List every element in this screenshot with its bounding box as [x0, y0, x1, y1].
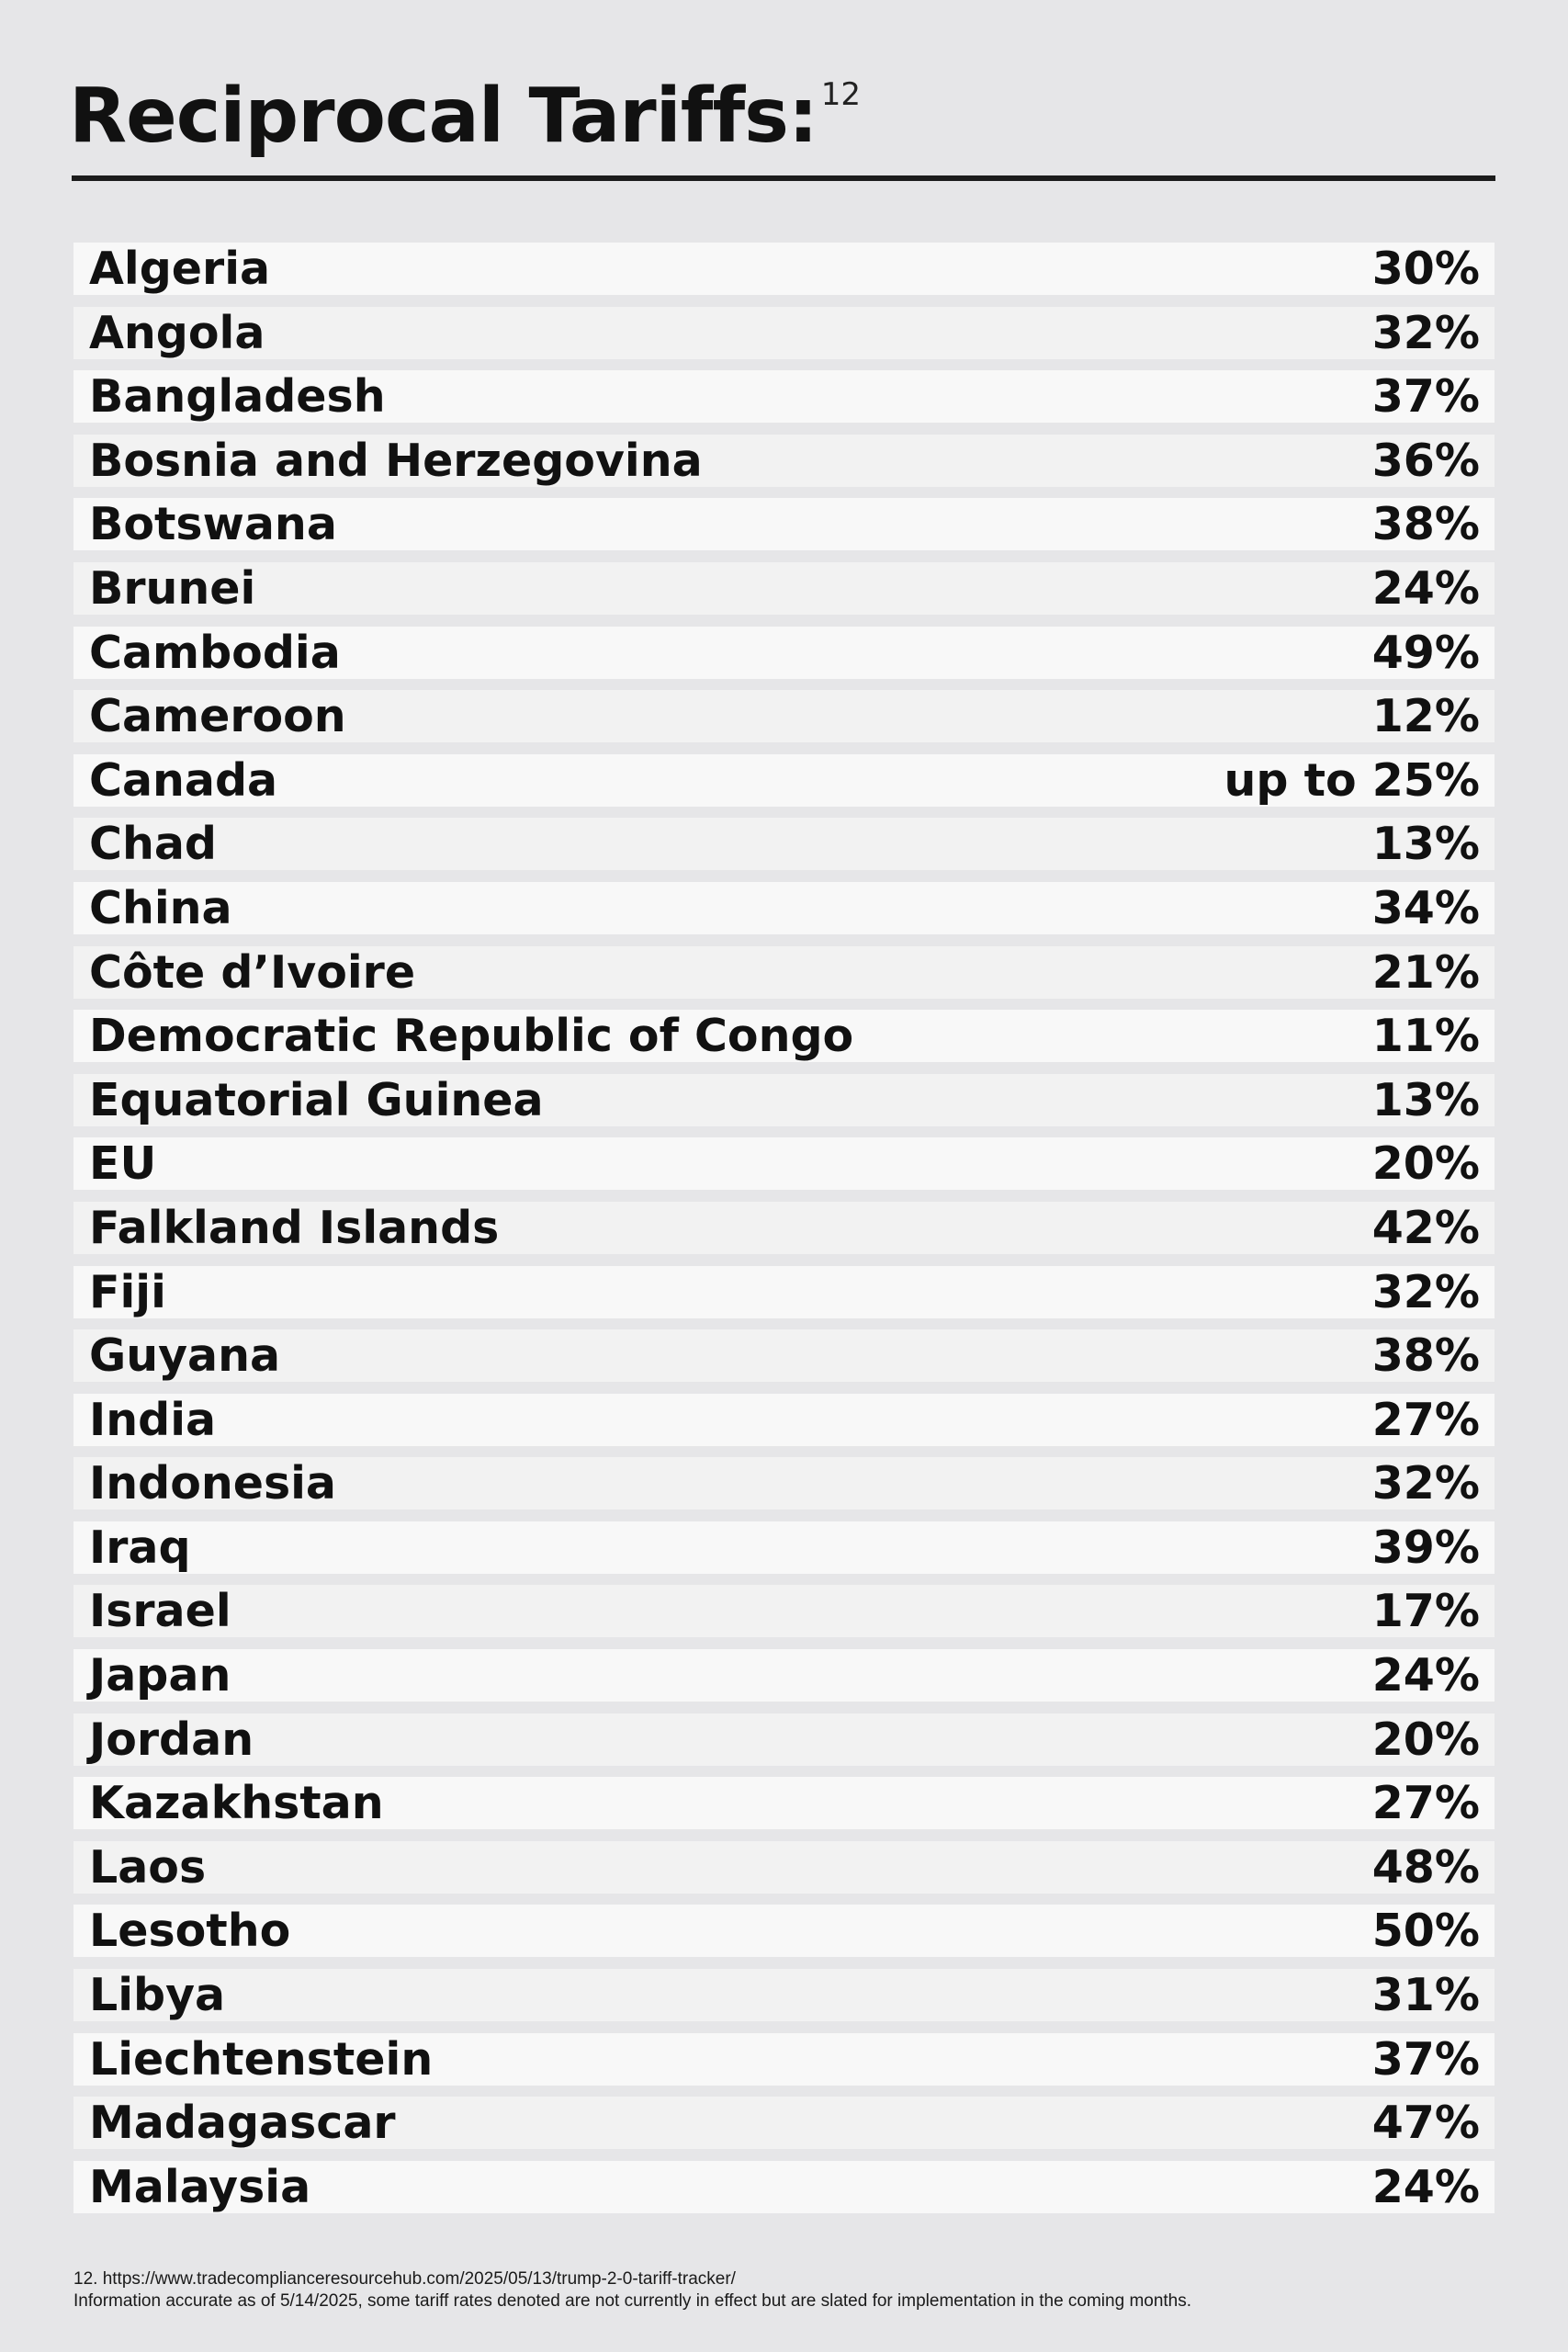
footnote-source: 12. https://www.tradecomplianceresourcehub.com/2025/05/13/trump-2-0-tariff-tracker/	[73, 2269, 736, 2289]
tariff-row	[73, 1521, 1495, 1574]
tariff-row	[73, 1841, 1495, 1894]
tariff-row	[73, 1010, 1495, 1062]
tariff-rate: 24%	[1371, 561, 1480, 615]
tariff-row	[73, 690, 1495, 742]
tariff-row	[73, 435, 1495, 487]
tariff-row	[73, 1137, 1495, 1190]
tariff-row	[73, 562, 1495, 615]
tariff-row	[73, 2097, 1495, 2149]
country-name: Cameroon	[89, 690, 346, 743]
country-name: Israel	[89, 1585, 231, 1638]
country-name: Libya	[89, 1969, 226, 2022]
country-name: Angola	[89, 306, 265, 359]
tariff-rate: 50%	[1371, 1905, 1480, 1958]
tariff-row	[73, 370, 1495, 423]
tariff-row	[73, 946, 1495, 999]
tariff-table	[73, 243, 1495, 2224]
country-name: Jordan	[89, 1713, 254, 1766]
tariff-row	[73, 2161, 1495, 2213]
tariff-row	[73, 498, 1495, 550]
title-footnote-ref: 12	[820, 76, 861, 113]
title-divider	[72, 175, 1495, 181]
tariff-row	[73, 1202, 1495, 1254]
tariff-rate: 31%	[1371, 1969, 1480, 2022]
tariff-rate: 37%	[1371, 370, 1480, 424]
tariff-rate: 32%	[1371, 306, 1480, 359]
country-name: Guyana	[89, 1329, 281, 1383]
tariff-rate: 12%	[1371, 690, 1480, 743]
country-name: Liechtenstein	[89, 2032, 434, 2086]
tariff-rate: up to 25%	[1224, 753, 1480, 807]
country-name: Madagascar	[89, 2097, 396, 2150]
tariff-row	[73, 1266, 1495, 1318]
tariff-row	[73, 307, 1495, 359]
tariff-rate: 17%	[1371, 1585, 1480, 1638]
tariff-row	[73, 1905, 1495, 1957]
country-name: Algeria	[89, 243, 271, 295]
tariff-rate: 38%	[1371, 1329, 1480, 1383]
country-name: Fiji	[89, 1265, 166, 1318]
country-name: Bangladesh	[89, 370, 386, 424]
tariff-rate: 34%	[1371, 881, 1480, 934]
tariff-rate: 13%	[1371, 1073, 1480, 1126]
tariff-rate: 27%	[1371, 1777, 1480, 1830]
tariff-rate: 32%	[1371, 1265, 1480, 1318]
country-name: Chad	[89, 818, 217, 871]
tariff-rate: 42%	[1371, 1201, 1480, 1254]
country-name: Indonesia	[89, 1457, 336, 1510]
tariff-row	[73, 1457, 1495, 1510]
country-name: Falkland Islands	[89, 1201, 500, 1254]
tariff-row	[73, 882, 1495, 934]
tariff-rate: 24%	[1371, 2160, 1480, 2213]
tariff-row	[73, 243, 1495, 295]
country-name: Brunei	[89, 561, 256, 615]
footnote-disclaimer: Information accurate as of 5/14/2025, some tariff rates denoted are not currently in effect but are slated for implementation in the coming months.	[73, 2291, 1192, 2311]
tariff-rate: 20%	[1371, 1713, 1480, 1766]
country-name: EU	[89, 1137, 157, 1191]
page-title	[69, 35, 861, 176]
tariff-rate: 48%	[1371, 1840, 1480, 1894]
tariff-rate: 11%	[1371, 1010, 1480, 1063]
country-name: Democratic Republic of Congo	[89, 1010, 854, 1063]
tariff-row	[73, 1074, 1495, 1126]
country-name: Côte d’Ivoire	[89, 945, 416, 999]
country-name: Cambodia	[89, 626, 341, 679]
country-name: Bosnia and Herzegovina	[89, 434, 703, 487]
tariff-rate: 20%	[1371, 1137, 1480, 1191]
tariff-row	[73, 1585, 1495, 1637]
tariff-rate: 47%	[1371, 2097, 1480, 2150]
country-name: Kazakhstan	[89, 1777, 384, 1830]
title-text: Reciprocal Tariffs:	[69, 73, 818, 160]
tariff-rate: 49%	[1371, 626, 1480, 679]
tariff-rate: 39%	[1371, 1521, 1480, 1574]
tariff-rate: 37%	[1371, 2032, 1480, 2086]
footnote	[73, 2268, 1525, 2312]
country-name: Japan	[89, 1649, 231, 1702]
tariff-row	[73, 1969, 1495, 2021]
tariff-rate: 30%	[1371, 243, 1480, 295]
tariff-row	[73, 1649, 1495, 1702]
tariff-rate: 24%	[1371, 1649, 1480, 1702]
country-name: China	[89, 881, 232, 934]
tariff-row	[73, 754, 1495, 807]
tariff-row	[73, 1777, 1495, 1829]
country-name: Iraq	[89, 1521, 191, 1574]
country-name: Lesotho	[89, 1905, 291, 1958]
tariff-rate: 27%	[1371, 1393, 1480, 1446]
tariff-rate: 21%	[1371, 945, 1480, 999]
tariff-rate: 38%	[1371, 498, 1480, 551]
country-name: India	[89, 1393, 217, 1446]
country-name: Malaysia	[89, 2160, 311, 2213]
tariff-rate: 13%	[1371, 818, 1480, 871]
tariff-rate: 32%	[1371, 1457, 1480, 1510]
tariff-row	[73, 1329, 1495, 1382]
country-name: Canada	[89, 753, 278, 807]
country-name: Botswana	[89, 498, 337, 551]
tariff-row	[73, 1394, 1495, 1446]
tariff-row	[73, 627, 1495, 679]
country-name: Equatorial Guinea	[89, 1073, 544, 1126]
tariff-row	[73, 818, 1495, 870]
tariff-row	[73, 1713, 1495, 1766]
country-name: Laos	[89, 1840, 207, 1894]
tariff-rate: 36%	[1371, 434, 1480, 487]
tariff-row	[73, 2033, 1495, 2086]
